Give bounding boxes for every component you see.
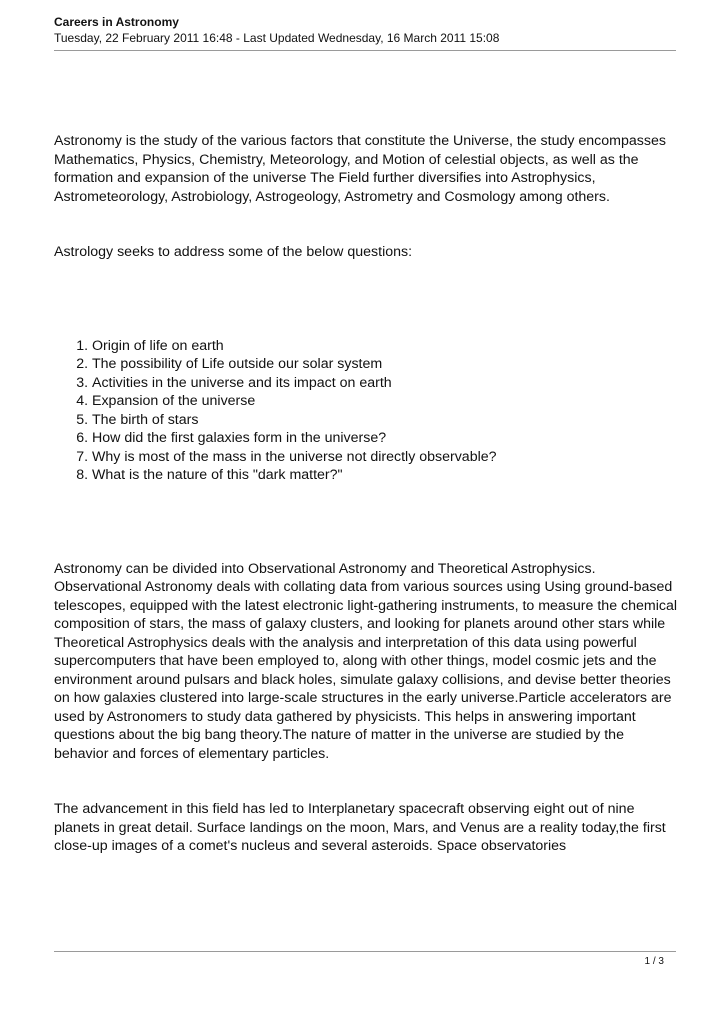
page-header bbox=[54, 14, 676, 51]
list-item: 8. What is the nature of this "dark matter?" bbox=[92, 466, 678, 485]
list-item: 1. Origin of life on earth bbox=[92, 337, 678, 356]
questions-list bbox=[54, 337, 678, 485]
page-footer bbox=[54, 951, 676, 967]
questions-intro-paragraph: Astrology seeks to address some of the below questions: bbox=[54, 244, 413, 260]
list-item: 3. Activities in the universe and its impact on earth bbox=[92, 374, 678, 393]
list-item: 2. The possibility of Life outside our solar system bbox=[92, 355, 678, 374]
list-item: 5. The birth of stars bbox=[92, 411, 678, 430]
list-item: 4. Expansion of the universe bbox=[92, 392, 678, 411]
branches-paragraph: Astronomy can be divided into Observational Astronomy and Theoretical Astrophysics. Observational Astronomy deals with collating data from various sources using Using ground-based telescopes, equipped with the latest electronic light-gathering instruments, to measure the chemical composition of stars, the mass of galaxy clusters, and looking for planets around other stars while Theoretical Astrophysics deals with the analysis and interpretation of this data using powerful supercomputers that have been employed to, along with other things, model cosmic jets and the environment around pulsars and black holes, simulate galaxy collisions, and devise better theories on how galaxies clustered into large-scale structures in the early universe.Particle accelerators are used by Astronomers to study data gathered by physicists. This helps in answering important questions about the big bang theory.The nature of matter in the universe are studied by the behavior and forces of elementary particles. bbox=[54, 560, 678, 762]
article-body bbox=[54, 132, 678, 856]
document-dates: Tuesday, 22 February 2011 16:48 - Last Updated Wednesday, 16 March 2011 15:08 bbox=[54, 31, 500, 45]
list-item: 6. How did the first galaxies form in the universe? bbox=[92, 429, 678, 448]
list-item: 7. Why is most of the mass in the universe not directly observable? bbox=[92, 448, 678, 467]
advancement-paragraph: The advancement in this field has led to Interplanetary spacecraft observing eight out of nine planets in great detail. Surface landings on the moon, Mars, and Venus are a reality today,the first close-up images of a comet's nucleus and several asteroids. Space observatories bbox=[54, 801, 666, 854]
document-title: Careers in Astronomy bbox=[54, 15, 179, 29]
page-number: 1 / 3 bbox=[644, 956, 664, 967]
intro-paragraph: Astronomy is the study of the various factors that constitute the Universe, the study encompasses Mathematics, Physics, Chemistry, Meteorology, and Motion of celestial objects, as well as the formation and expansion of the universe The Field further diversifies into Astrophysics, Astrometeorology, Astrobiology, Astrogeology, Astrometry and Cosmology among others. bbox=[54, 133, 666, 205]
